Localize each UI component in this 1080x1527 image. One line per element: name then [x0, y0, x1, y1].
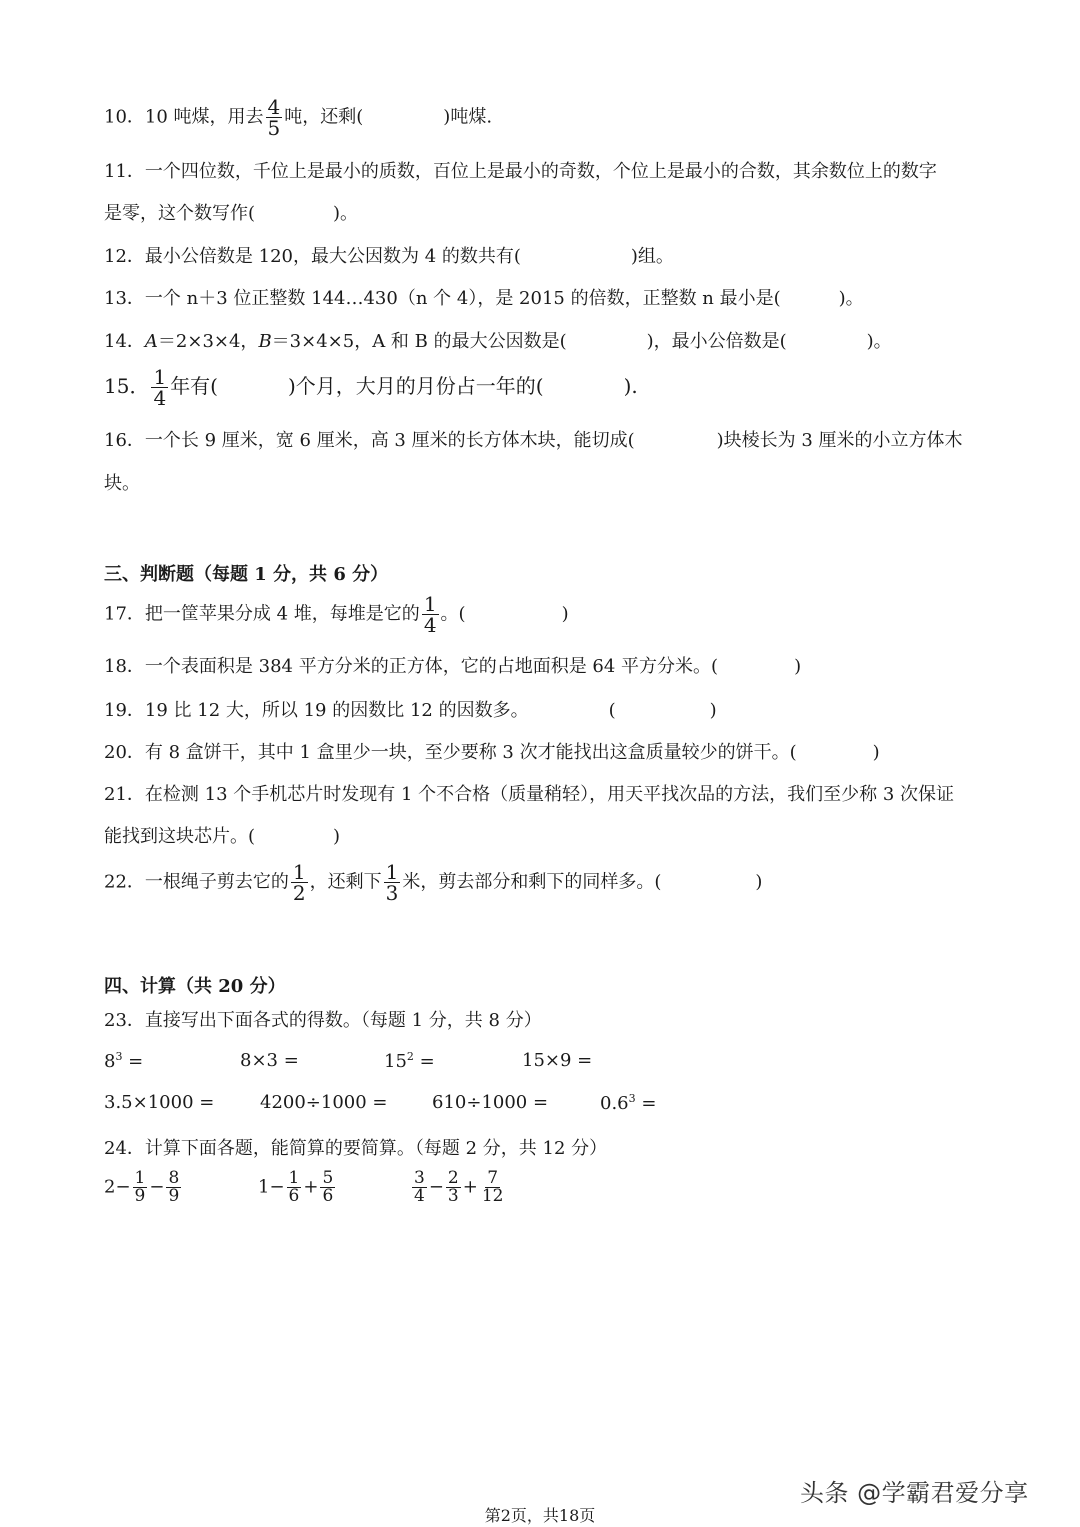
expression-2 — [258, 1170, 337, 1205]
numerator: 8 — [168, 1168, 180, 1188]
expr3-fraction-1 — [412, 1170, 427, 1205]
q16-text-b: )块棱长为 3 厘米的小立方体木 — [716, 430, 963, 451]
denominator: 6 — [288, 1186, 300, 1206]
question-11-line-1: 11．一个四位数，千位上是最小的质数，百位上是最小的奇数，个位上是最小的合数，其余数位上的数字 — [104, 161, 937, 182]
question-16-line-2: 块。 — [104, 473, 140, 494]
q14-var-a: A — [144, 331, 158, 352]
calc-item-base: 15 — [384, 1051, 407, 1072]
expr1-lead: 2− — [104, 1176, 131, 1198]
denominator: 9 — [168, 1186, 180, 1206]
calc-item — [432, 1092, 548, 1113]
q11-text-b: )。 — [333, 203, 359, 224]
question-24: 24．计算下面各题，能简算的要简算。（每题 2 分，共 12 分） — [104, 1138, 608, 1159]
expression-1 — [104, 1170, 183, 1205]
question-19 — [104, 696, 717, 722]
q17-text-c: ) — [561, 603, 569, 625]
q22-text-c: 米，剪去部分和剩下的同样多。( — [402, 871, 662, 893]
calc-item-exponent: 3 — [628, 1092, 636, 1105]
question-21-line-1: 21．在检测 13 个手机芯片时发现有 1 个不合格（质量稍轻），用天平找次品的方法，我们至少称 3 次保证 — [104, 784, 955, 805]
question-20 — [104, 738, 880, 764]
calc-item-base: 4200÷1000 = — [260, 1092, 388, 1113]
expr1-fraction-2 — [166, 1170, 181, 1205]
q22-text-b: ，还剩下 — [309, 871, 382, 893]
q10-text-c: )吨煤. — [443, 106, 493, 128]
expr3-fraction-3 — [480, 1170, 506, 1205]
calc-item-equals: = — [122, 1051, 144, 1072]
q13-text-b: )。 — [838, 288, 864, 309]
question-13 — [104, 284, 864, 310]
q18-text-a: 18．一个表面积是 384 平方分米的正方体，它的占地面积是 64 平方分米。( — [104, 656, 719, 677]
numerator: 1 — [134, 1168, 146, 1188]
expr1-fraction-1 — [133, 1170, 148, 1205]
expr3-fraction-2 — [446, 1170, 461, 1205]
expression-3 — [410, 1170, 507, 1205]
q14-expr-b: ＝3×4×5，A 和 B 的最大公因数是( — [271, 331, 567, 352]
q15-fraction-numerator: 1 — [153, 365, 167, 389]
q14-expr-a: ＝2×3×4， — [157, 331, 259, 352]
calc-item-base: 3.5×1000 = — [104, 1092, 215, 1113]
calc-item — [522, 1050, 592, 1071]
calc-item — [260, 1092, 388, 1113]
q10-fraction-denominator: 5 — [267, 116, 281, 140]
question-11-line-2 — [104, 199, 358, 225]
calc-item — [104, 1050, 143, 1072]
question-14 — [104, 327, 892, 353]
calc-item-base: 0.6 — [600, 1093, 629, 1114]
q22-fraction-1-denominator: 2 — [292, 881, 306, 905]
expr2-fraction-2 — [320, 1170, 335, 1205]
q14-text-a: 14． — [104, 331, 145, 352]
calc-item-base: 610÷1000 = — [432, 1092, 549, 1113]
calc-item — [104, 1092, 214, 1113]
q18-text-b: ) — [794, 656, 802, 677]
q22-fraction-1 — [291, 862, 308, 903]
q15-text-d: ). — [623, 374, 638, 398]
q10-text-b: 吨，还剩( — [284, 106, 364, 128]
question-15 — [104, 367, 638, 408]
expr2-operator: + — [303, 1176, 319, 1198]
question-21-line-2 — [104, 822, 340, 848]
numerator: 3 — [414, 1168, 425, 1188]
q15-fraction-denominator: 4 — [153, 386, 167, 410]
q17-fraction-denominator: 4 — [423, 613, 437, 637]
q21-text-b: ) — [333, 826, 341, 847]
q19-text-c: ) — [709, 700, 717, 721]
q14-text-d: )。 — [866, 331, 892, 352]
calc-item-base: 8 — [104, 1051, 116, 1072]
denominator: 6 — [322, 1186, 334, 1206]
question-10 — [104, 97, 492, 138]
calc-item — [384, 1050, 435, 1072]
question-16-line-1 — [104, 426, 963, 452]
section-3-heading: 三、判断题（每题 1 分，共 6 分） — [104, 564, 389, 585]
q17-text-b: 。( — [440, 603, 466, 625]
question-23: 23．直接写出下面各式的得数。（每题 1 分，共 8 分） — [104, 1010, 542, 1031]
q17-fraction-numerator: 1 — [423, 592, 437, 616]
calc-item-equals: = — [413, 1051, 435, 1072]
denominator: 12 — [481, 1186, 504, 1206]
q15-text-c: )个月，大月的月份占一年的( — [288, 374, 544, 398]
q12-text-b: )组。 — [630, 246, 674, 267]
question-17 — [104, 594, 569, 635]
calc-item — [240, 1050, 299, 1071]
q20-text-a: 20．有 8 盒饼干，其中 1 盒里少一块，至少要称 3 次才能找出这盒质量较少的饼干。( — [104, 742, 797, 763]
expr1-operator: − — [149, 1176, 165, 1198]
q12-text-a: 12．最小公倍数是 120，最大公因数为 4 的数共有( — [104, 246, 521, 267]
calc-item-base: 15×9 = — [522, 1050, 593, 1071]
q19-text-a: 19．19 比 12 大，所以 19 的因数比 12 的因数多。 — [104, 700, 529, 721]
q14-var-b: B — [258, 331, 272, 352]
calc-item-equals: = — [635, 1093, 657, 1114]
q15-fraction — [151, 367, 168, 408]
expr3-operator-1: − — [428, 1176, 444, 1198]
calc-item-base: 8×3 = — [240, 1050, 299, 1071]
q17-fraction — [422, 594, 439, 635]
numerator: 7 — [487, 1168, 499, 1188]
section-4-heading: 四、计算（共 20 分） — [104, 976, 286, 997]
question-22 — [104, 862, 762, 903]
q15-text-a: 15． — [104, 374, 150, 398]
q22-fraction-2-numerator: 1 — [385, 860, 399, 884]
question-12 — [104, 242, 674, 268]
calc-item — [600, 1092, 656, 1114]
watermark: 头条 @学霸君爱分享 — [800, 1479, 1029, 1507]
q16-text-a: 16．一个长 9 厘米，宽 6 厘米，高 3 厘米的长方体木块，能切成( — [104, 430, 635, 451]
q22-text-d: ) — [755, 871, 763, 893]
q15-text-b: 年有( — [170, 374, 218, 398]
numerator: 5 — [322, 1168, 334, 1188]
denominator: 3 — [447, 1186, 459, 1206]
q13-text-a: 13．一个 n＋3 位正整数 144…430（n 个 4），是 2015 的倍数，正整数 n 最小是( — [104, 288, 781, 309]
q22-text-a: 22．一根绳子剪去它的 — [104, 871, 289, 893]
question-18 — [104, 652, 801, 678]
q14-text-c: )，最小公倍数是( — [646, 331, 787, 352]
q22-fraction-2-denominator: 3 — [385, 881, 399, 905]
q10-fraction-numerator: 4 — [267, 95, 281, 119]
q10-text-a: 10．10 吨煤，用去 — [104, 106, 264, 128]
q19-text-b: ( — [608, 700, 616, 721]
q20-text-b: ) — [872, 742, 880, 763]
q22-fraction-2 — [384, 862, 401, 903]
q21-text-a: 能找到这块芯片。( — [104, 826, 256, 847]
calc-item-exponent: 3 — [115, 1050, 123, 1063]
denominator: 4 — [414, 1186, 425, 1206]
q11-text-a: 是零，这个数写作( — [104, 203, 256, 224]
page-footer: 第2页，共18页 — [484, 1506, 596, 1525]
q17-text-a: 17．把一筐苹果分成 4 堆，每堆是它的 — [104, 603, 420, 625]
denominator: 9 — [134, 1186, 146, 1206]
q22-fraction-1-numerator: 1 — [292, 860, 306, 884]
expr2-lead: 1− — [258, 1176, 285, 1198]
calc-item-exponent: 2 — [406, 1050, 414, 1063]
q10-fraction — [266, 97, 283, 138]
expr2-fraction-1 — [287, 1170, 302, 1205]
numerator: 1 — [288, 1168, 300, 1188]
expr3-operator-2: + — [462, 1176, 478, 1198]
numerator: 2 — [447, 1168, 459, 1188]
